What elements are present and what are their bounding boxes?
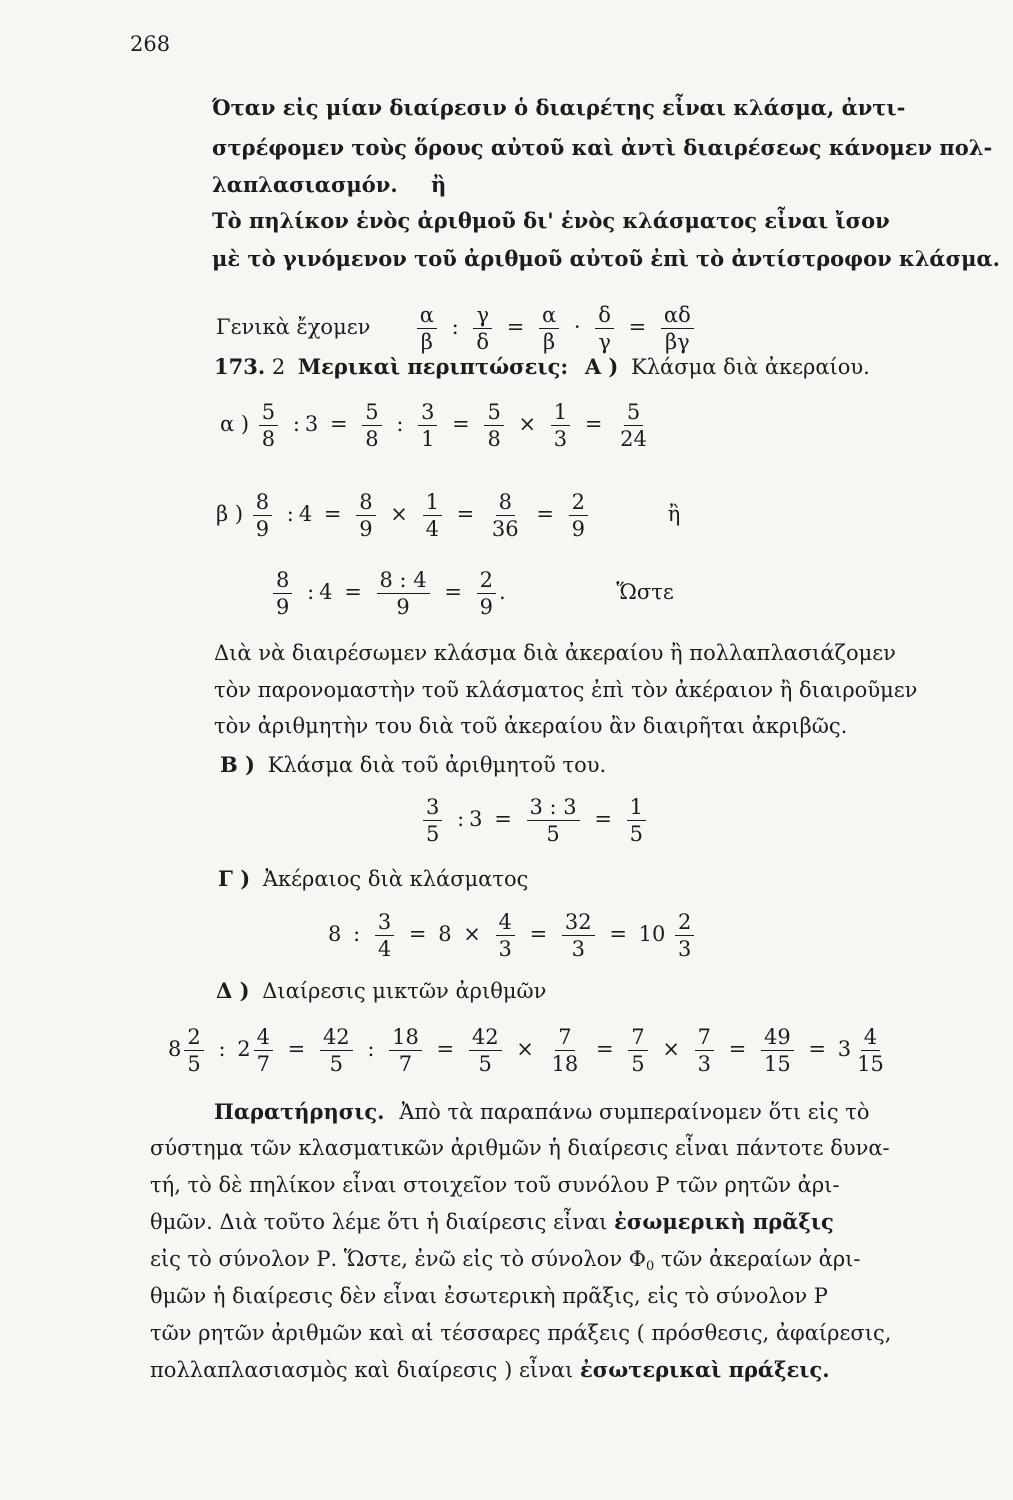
fraction-42-5: $\frac{42}{5}$ — [320, 1025, 353, 1076]
intro-line-1: Όταν εἰς μίαν διαίρεσιν ὁ διαιρέτης εἶναι κλάσμα, ἀντι- — [212, 95, 906, 120]
fraction-5-24: $\frac{5}{24}$ — [620, 400, 647, 452]
op-equals-3: = — [609, 922, 627, 947]
num-2: 2 — [237, 1037, 251, 1062]
op-equals-2: = — [456, 502, 475, 527]
section-173-heading — [214, 352, 870, 382]
op-equals-3: = — [595, 1037, 614, 1062]
fraction-49-15: $\frac{49}{15}$ — [761, 1025, 794, 1076]
remark-line-1-text: Ἀπὸ τὰ παραπάνω συμπεραίνομεν ὅτι εἰς τὸ — [399, 1100, 870, 1124]
case-d-label: Δ ) — [216, 978, 250, 1003]
op-colon: : — [353, 922, 361, 947]
case-d-formula — [168, 1025, 890, 1076]
general-formula — [216, 303, 697, 354]
remark-line-3: τή, τὸ δὲ πηλίκον εἶναι στοιχεῖον τοῦ συνόλου Ρ τῶν ρητῶν ἀρι- — [150, 1173, 840, 1197]
op-times: × — [516, 1037, 534, 1062]
case-a-label: Α ) — [584, 354, 619, 379]
remark-line-4 — [150, 1207, 834, 1237]
fraction-8-36: $\frac{8}{36}$ — [491, 490, 519, 542]
case-d-heading — [216, 976, 546, 1006]
fraction-7-18: $\frac{7}{18}$ — [551, 1025, 579, 1077]
fraction-4-3: $\frac{4}{3}$ — [496, 910, 515, 961]
section-title: Μερικαὶ περιπτώσεις: — [297, 354, 569, 379]
fraction-2-9-b: $\frac{2}{9}$ — [477, 568, 496, 619]
fraction-2-3: $\frac{2}{3}$ — [675, 910, 694, 961]
fraction-2-9: $\frac{2}{9}$ — [569, 490, 588, 541]
rule-a-line-3: τὸν ἀριθμητὴν του διὰ τοῦ ἀκεραίου ἂν διαιρῆται ἀκριβῶς. — [214, 714, 848, 738]
op-times-2: × — [662, 1037, 680, 1062]
num-3: 3 — [469, 807, 483, 832]
remark-line-6: θμῶν ἡ διαίρεσις δὲν εἶναι ἐσωτερικὴ πρᾶξις, εἰς τὸ σύνολον Ρ — [150, 1284, 828, 1308]
fraction-3-5: $\frac{3}{5}$ — [423, 795, 442, 846]
op-colon-2: : — [367, 1037, 375, 1062]
op-equals: = — [287, 1037, 306, 1062]
remark-line-1 — [214, 1097, 870, 1127]
fraction-1-3: $\frac{1}{3}$ — [551, 400, 570, 451]
intro-line-4: Τὸ πηλίκον ἑνὸς ἀριθμοῦ δι' ἑνὸς κλάσματος εἶναι ἴσον — [212, 208, 890, 233]
op-equals-2: = — [529, 922, 548, 947]
remark-line-4-text: θμῶν. Διὰ τοῦτο λέμε ὅτι ἡ διαίρεσις εἶναι — [150, 1210, 608, 1234]
fraction-42-5-b: $\frac{42}{5}$ — [469, 1025, 502, 1076]
fraction-7-5: $\frac{7}{5}$ — [628, 1025, 647, 1076]
fraction-8-9: $\frac{8}{9}$ — [253, 490, 272, 541]
op-equals: = — [344, 580, 362, 605]
op-equals: = — [329, 412, 348, 437]
subscript-zero: 0 — [645, 1259, 655, 1274]
fraction-a-over-b: $\frac{\alpha}{\beta}$ — [417, 303, 437, 354]
fraction-4-7: $\frac{4}{7}$ — [254, 1025, 273, 1076]
general-label: Γενικὰ ἔχομεν — [216, 315, 371, 340]
op-equals: = — [323, 502, 342, 527]
fraction-2-5: $\frac{2}{5}$ — [184, 1025, 203, 1076]
op-equals-5: = — [808, 1037, 827, 1062]
num-4: 4 — [319, 580, 333, 605]
remark-label: Παρατήρησις. — [214, 1099, 385, 1124]
op-colon: : — [457, 807, 465, 832]
rule-a-line-1: Διὰ νὰ διαιρέσωμεν κλάσμα διὰ ἀκεραίου ἢ πολλαπλασιάζομεν — [214, 641, 896, 665]
fraction-18-7: $\frac{18}{7}$ — [389, 1025, 422, 1076]
case-g-text: Ἀκέραιος διὰ κλάσματος — [262, 867, 529, 891]
fraction-1-4: $\frac{1}{4}$ — [423, 490, 442, 541]
op-times: × — [463, 922, 481, 947]
fraction-8c4-9: $\frac{8 : 4}{9}$ — [377, 568, 430, 619]
wste-word: Ὥστε — [616, 580, 674, 605]
intro-line-3 — [212, 170, 446, 200]
op-colon: : — [307, 580, 315, 605]
case-b-text: Κλάσμα διὰ τοῦ ἀριθμητοῦ του. — [267, 753, 607, 777]
fraction-1-5: $\frac{1}{5}$ — [627, 795, 646, 846]
fraction-8-9-b: $\frac{8}{9}$ — [356, 490, 375, 541]
fraction-32-3: $\frac{32}{3}$ — [562, 910, 595, 961]
remark-line-8-text: πολλαπλασιασμὸς καὶ διαίρεσις ) εἶναι — [150, 1358, 574, 1382]
op-colon: : — [286, 502, 294, 527]
op-equals-2: = — [628, 315, 647, 340]
op-colon-2: : — [396, 412, 404, 437]
op-colon: : — [218, 1037, 226, 1062]
fraction-a-over-b-2: $\frac{\alpha}{\beta}$ — [539, 303, 559, 354]
case-d-text: Διαίρεσις μικτῶν ἀριθμῶν — [262, 979, 547, 1003]
example-alpha-label: α ) — [220, 412, 250, 437]
op-equals-2: = — [444, 580, 462, 605]
num-10: 10 — [638, 922, 666, 947]
intro-or: ἢ — [431, 172, 447, 197]
fraction-3-4: $\frac{3}{4}$ — [375, 910, 394, 961]
num-8: 8 — [168, 1037, 182, 1062]
section-subnumber: 2 — [271, 355, 286, 379]
fraction-4-15: $\frac{4}{15}$ — [857, 1025, 884, 1077]
op-equals-2: = — [452, 412, 470, 437]
rule-a-line-2: τὸν παρονομαστὴν τοῦ κλάσματος ἐπὶ τὸν ἀκέραιον ἢ διαιροῦμεν — [214, 678, 918, 702]
op-colon: : — [292, 412, 300, 437]
remark-line-5-text: εἰς τὸ σύνολον Ρ. Ὥστε, ἐνῶ εἰς τὸ σύνολον Φ — [150, 1247, 646, 1271]
fraction-d-over-g: $\frac{\delta}{\gamma}$ — [595, 303, 614, 354]
page-number: 268 — [130, 32, 171, 56]
or-word: ἢ — [667, 502, 681, 527]
op-colon: : — [451, 315, 459, 340]
remark-emphasis-2: ἐσωτερικαὶ πράξεις. — [579, 1357, 830, 1382]
fraction-5-8-c: $\frac{5}{8}$ — [484, 400, 503, 451]
intro-line-2: στρέφομεν τοὺς ὅρους αὐτοῦ καὶ ἀντὶ διαιρέσεως κάνομεν πολ- — [212, 135, 993, 160]
fraction-5-8-b: $\frac{5}{8}$ — [362, 400, 381, 451]
op-equals-2: = — [436, 1037, 455, 1062]
op-equals-3: = — [536, 502, 554, 527]
example-beta-alt: $\frac{8}{9}$ : 4 = $\frac{8 : 4}{9}$ = $\frac{2}{9}$ . Ὥστε — [270, 568, 674, 619]
num-8: 8 — [328, 922, 342, 947]
remark-line-5 — [150, 1244, 861, 1282]
example-beta-label: β ) — [216, 502, 244, 527]
fraction-g-over-d: $\frac{\gamma}{\delta}$ — [473, 303, 492, 354]
num-3: 3 — [837, 1037, 852, 1062]
num-4: 4 — [298, 502, 313, 527]
op-times: × — [518, 412, 537, 437]
remark-line-2: σύστημα τῶν κλασματικῶν ἀριθμῶν ἡ διαίρεσις εἶναι πάντοτε δυνα- — [150, 1136, 890, 1160]
fraction-3-1: $\frac{3}{1}$ — [418, 400, 437, 451]
example-beta — [216, 490, 680, 541]
case-b-formula — [420, 795, 649, 846]
intro-line-5: μὲ τὸ γινόμενον τοῦ ἀριθμοῦ αὐτοῦ ἐπὶ τὸ ἀντίστροφον κλάσμα. — [212, 246, 1000, 271]
fraction-7-3: $\frac{7}{3}$ — [695, 1025, 714, 1076]
fraction-ad-over-bg: $\frac{\alpha\delta}{\beta\gamma}$ — [661, 303, 694, 354]
case-g-formula — [328, 910, 697, 961]
example-alpha — [220, 400, 653, 451]
op-equals-2: = — [594, 807, 612, 832]
remark-line-7: τῶν ρητῶν ἀριθμῶν καὶ αἱ τέσσαρες πράξεις ( πρόσθεσις, ἀφαίρεσις, — [150, 1321, 892, 1345]
op-dot: · — [573, 315, 581, 340]
fraction-8-9-c: $\frac{8}{9}$ — [273, 568, 292, 619]
num-8-b: 8 — [438, 922, 452, 947]
remark-line-5-text-b: τῶν ἀκεραίων ἀρι- — [660, 1247, 861, 1271]
op-equals-3: = — [584, 412, 603, 437]
case-g-heading — [218, 864, 528, 894]
remark-line-8 — [150, 1355, 830, 1385]
op-times: × — [390, 502, 408, 527]
case-a-text: Κλάσμα διὰ ἀκεραίου. — [631, 355, 870, 379]
case-b-heading — [220, 750, 606, 780]
case-b-label: Β ) — [220, 752, 255, 777]
fraction-3c3-5: $\frac{3 : 3}{5}$ — [527, 795, 580, 846]
op-equals-4: = — [728, 1037, 747, 1062]
op-equals: = — [494, 807, 512, 832]
section-number: 173. — [214, 354, 266, 379]
op-equals: = — [506, 315, 525, 340]
num-3: 3 — [304, 412, 319, 437]
op-equals: = — [408, 922, 427, 947]
intro-line-3-text: λαπλασιασμόν. — [212, 172, 398, 197]
remark-emphasis-1: ἐσωμερικὴ πρᾶξις — [614, 1209, 834, 1234]
fraction-5-8: $\frac{5}{8}$ — [259, 400, 278, 451]
case-g-label: Γ ) — [218, 866, 251, 891]
